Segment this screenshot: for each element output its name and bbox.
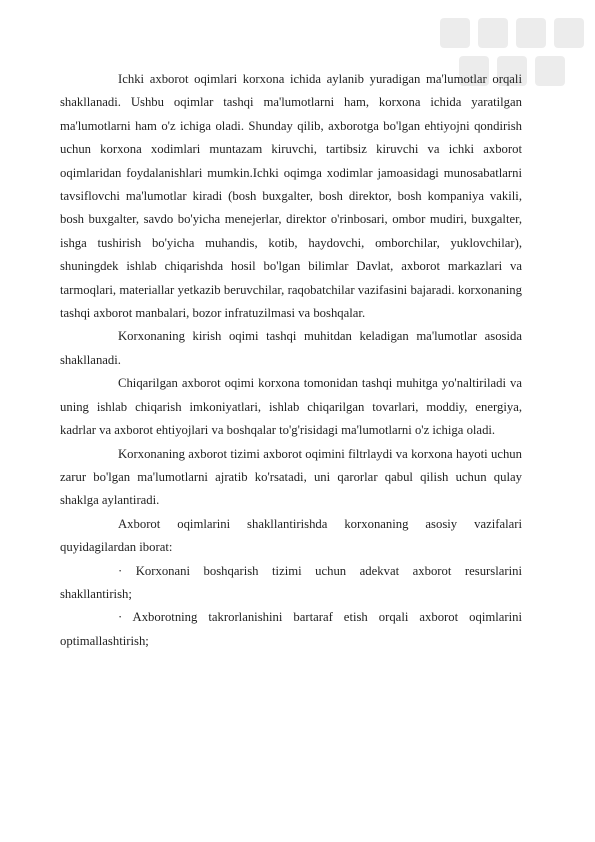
list-item-optimization: · Axborotning takrorlanishini bartaraf etish orqali axborot oqimlarini optimallashtirish; bbox=[60, 610, 522, 648]
paragraph-internal-flows: Ichki axborot oqimlari korxona ichida aylanib yuradigan ma'lumotlar orqali shakllanadi. Ushbu oqimlar tashqi ma'lumotlarni ham, korxona ichida yaratilgan ma'lumotlarni ham o'z ichiga oladi. Shunday qilib, axborotga bo'lgan ehtiyojni qondirish uchun korxona xodimlari muntazam kiruvchi, tartibsiz kiruvchi va ichki axborot oqimlaridan foydalanishlari mumkin.Ichki oqimga xodimlar jamoasidagi munosabatlarni tavsiflovchi ma'lumotlar kiradi (bosh buxgalter, bosh direktor, bosh kompaniya vakili, bosh buxgalter, savdo bo'yicha menejerlar, direktor o'rinbosari, ombor mudiri, buxgalter, ishga tushirish bo'yicha muhandis, kotib, haydovchi, omborchilar, yuklovchilar), shuningdek ishlab chiqarishda hosil bo'lgan bilimlar Davlat, axborot markazlari va tarmoqlari, materiallar yetkazib beruvchilar, raqobatchilar vazifasini bajaradi. korxonaning tashqi axborot manbalari, bozor infratuzilmasi va boshqalar. bbox=[60, 72, 522, 321]
paragraph-information-system: Korxonaning axborot tizimi axborot oqimini filtrlaydi va korxona hayoti uchun zarur bo'lgan ma'lumotlarni ajratib ko'rsatadi, uni qarorlar qabul qilish uchun qulay shaklga aylantiradi. bbox=[60, 446, 522, 508]
list-item-resources: · Korxonani boshqarish tizimi uchun adekvat axborot resurslarini shakllantirish; bbox=[60, 563, 522, 601]
paragraph-main-tasks: Axborot oqimlarini shakllantirishda korxonaning asosiy vazifalari quyidagilardan iborat: bbox=[60, 516, 522, 555]
paragraph-output-flow: Chiqarilgan axborot oqimi korxona tomonidan tashqi muhitga yo'naltiriladi va uning ishlab chiqarish imkoniyatlari, ishlab chiqarilgan tovarlari, moddiy, energiya, kadrlar va axborot ehtiyojlari va boshqalar to'g'risidagi ma'lumotlarni o'z ichiga oladi. bbox=[60, 376, 522, 438]
paragraph-input-flow: Korxonaning kirish oqimi tashqi muhitdan keladigan ma'lumotlar asosida shakllanadi. bbox=[60, 329, 522, 367]
document-page bbox=[60, 68, 522, 653]
